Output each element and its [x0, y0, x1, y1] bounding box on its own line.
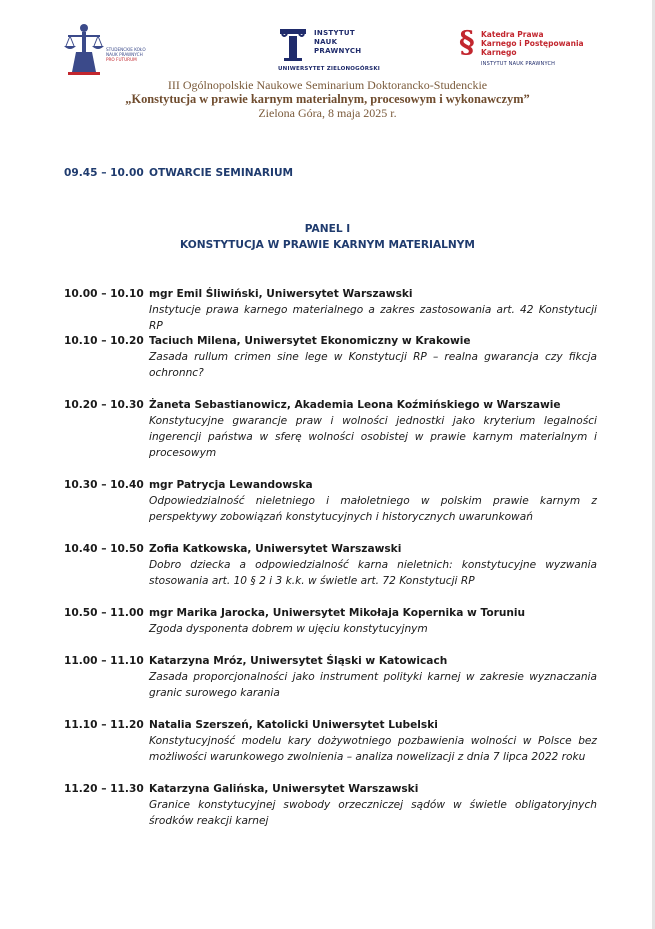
- session-time: 10.10 – 10.20: [64, 335, 144, 347]
- logo-right-institute: INSTYTUT NAUK PRAWNYCH: [481, 61, 556, 67]
- panel-heading: [0, 221, 655, 253]
- header-line1: III Ogólnopolskie Naukowe Seminarium Doktorancko-Studenckie: [167, 78, 488, 92]
- header-title: „Konstytucja w prawie karnym materialnym, procesowym i wykonawczym”: [125, 92, 530, 106]
- logo-mid-university: UNIWERSYTET ZIELONOGÓRSKI: [278, 66, 381, 72]
- session-topic: Dobro dziecka a odpowiedzialność karna nieletnich: konstytucyjne wyzwania stosowania art. 10 § 2 i 3 k.k. w świetle art. 72 Konstytucji RP: [149, 559, 597, 587]
- paragraph-symbol-icon: §: [459, 25, 475, 60]
- session-speaker: Taciuch Milena, Uniwersytet Ekonomiczny w Krakowie: [149, 335, 471, 347]
- logo-pro-futurum: [62, 18, 162, 80]
- logo-left-line2: NAUK PRAWNYCH: [106, 52, 143, 57]
- panel-number: PANEL I: [304, 223, 351, 235]
- session-time: 10.20 – 10.30: [64, 399, 144, 411]
- logo-left-line3: PRO FUTURUM: [106, 57, 137, 62]
- session-topic: Konstytucyjne gwarancje praw i wolności jednostki jako kryterium legalności ingerencji państwa w sferę wolności osobistej w prawie karnym materialnym i procesowym: [149, 415, 597, 459]
- logo-right-line1: Katedra Prawa: [481, 30, 544, 39]
- session-topic: Zasada rullum crimen sine lege w Konstytucji RP – realna gwarancja czy fikcja ochronnc?: [149, 351, 597, 379]
- session-topic: Zasada proporcjonalności jako instrument polityki karnej w zakresie wyznaczania granic surowego karania: [149, 671, 597, 699]
- session-speaker: Żaneta Sebastianowicz, Akademia Leona Koźmińskiego w Warszawie: [149, 399, 561, 411]
- logos-bar: [0, 16, 655, 86]
- session-speaker: Katarzyna Mróz, Uniwersytet Śląski w Katowicach: [149, 655, 448, 667]
- session-time: 11.00 – 11.10: [64, 655, 144, 667]
- session-topic: Instytucje prawa karnego materialnego a zakres zastosowania art. 42 Konstytucji RP: [149, 304, 597, 332]
- session-time: 10.00 – 10.10: [64, 288, 144, 300]
- session-speaker: mgr Emil Śliwiński, Uniwersytet Warszawski: [149, 288, 413, 300]
- justice-scales-icon: [62, 18, 106, 78]
- seminar-header: [0, 78, 655, 120]
- logo-mid-line1: INSTYTUT: [314, 29, 355, 37]
- session-time: 10.50 – 11.00: [64, 607, 144, 619]
- session-speaker: Zofia Katkowska, Uniwersytet Warszawski: [149, 543, 402, 555]
- session-topic: Konstytucyjność modelu kary dożywotniego pozbawienia wolności w Polsce bez możliwości warunkowego zwolnienia – analiza nowelizacji z dnia 7 lipca 2022 roku: [149, 735, 597, 763]
- session-speaker: mgr Marika Jarocka, Uniwersytet Mikołaja Kopernika w Toruniu: [149, 607, 526, 619]
- opening-time: 09.45 – 10.00: [64, 167, 144, 179]
- session-speaker: Natalia Szerszeń, Katolicki Uniwersytet Lubelski: [149, 719, 438, 731]
- logo-left-line1: STUDENCKIE KOŁO: [106, 47, 146, 52]
- session-topic: Odpowiedzialność nieletniego i małoletniego w polskim prawie karnym z perspektywy zobowiązań konstytucyjnych i historycznych uwarunkowań: [149, 495, 597, 523]
- opening-label: OTWARCIE SEMINARIUM: [149, 167, 294, 179]
- session-topic: Zgoda dysponenta dobrem w ujęciu konstytucyjnym: [149, 623, 428, 635]
- logo-mid-line2: NAUK: [314, 38, 338, 46]
- session-speaker: Katarzyna Galińska, Uniwersytet Warszawski: [149, 783, 419, 795]
- session-speaker: mgr Patrycja Lewandowska: [149, 479, 313, 491]
- column-icon: [278, 28, 308, 62]
- panel-title: KONSTYTUCJA W PRAWIE KARNYM MATERIALNYM: [180, 239, 475, 251]
- logo-right-line3: Karnego: [481, 48, 517, 57]
- session-time: 10.40 – 10.50: [64, 543, 144, 555]
- session-time: 11.10 – 11.20: [64, 719, 144, 731]
- session-time: 11.20 – 11.30: [64, 783, 144, 795]
- logo-mid-line3: PRAWNYCH: [314, 47, 362, 55]
- session-topic: Granice konstytucyjnej swobody orzeczniczej sądów w świetle obligatoryjnych środków reakcji karnej: [149, 799, 597, 827]
- logo-right-line2: Karnego i Postępowania: [481, 39, 584, 48]
- session-time: 10.30 – 10.40: [64, 479, 144, 491]
- header-date: Zielona Góra, 8 maja 2025 r.: [258, 106, 397, 120]
